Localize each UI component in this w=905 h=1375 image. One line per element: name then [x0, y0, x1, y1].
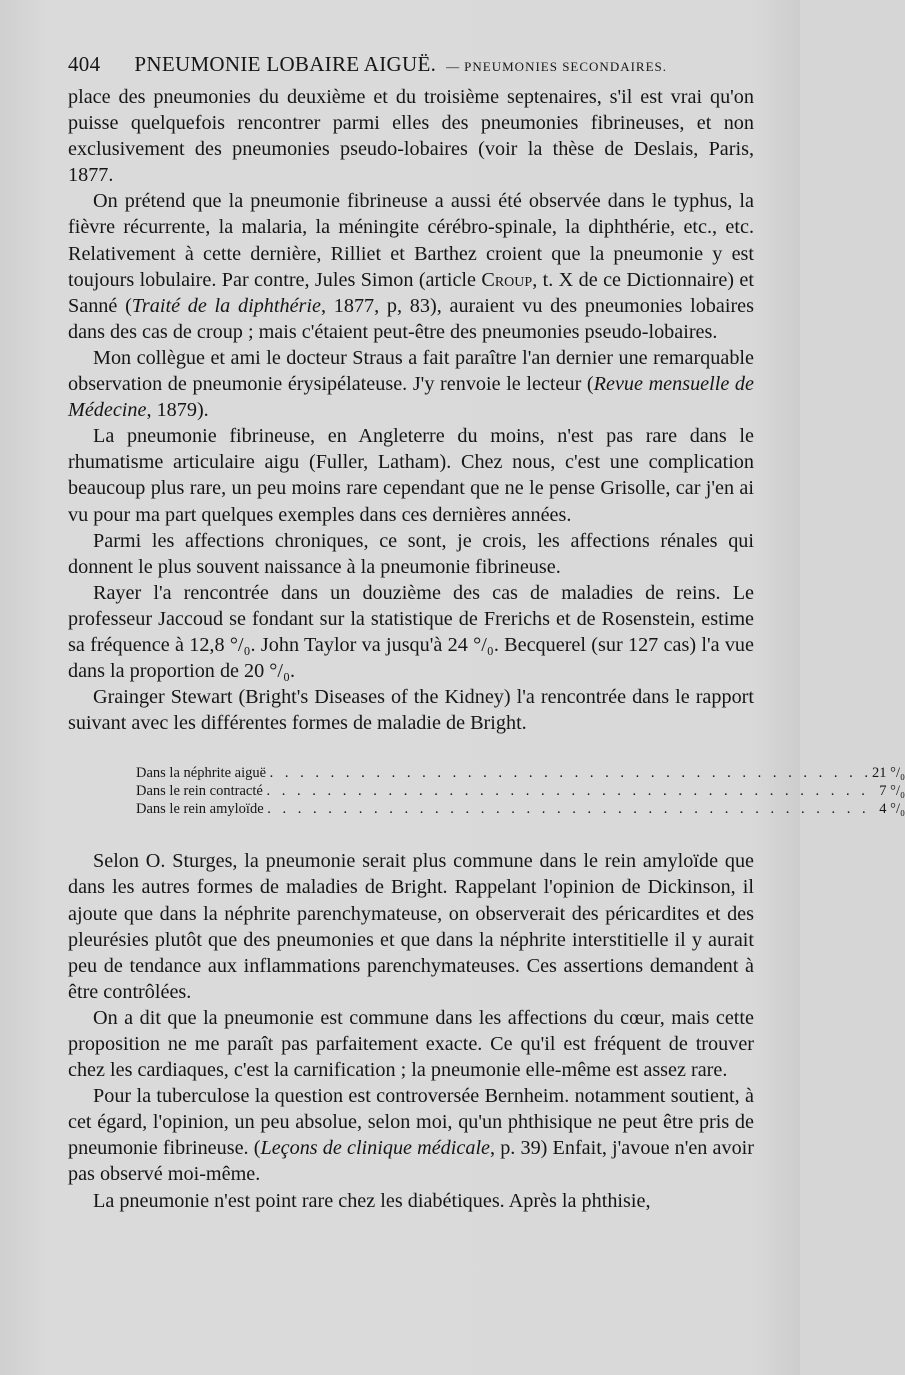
- table-cell-value: 7 °/₀: [879, 783, 905, 800]
- paragraph-text: , t. X de ce Dictionnaire) et Sanné (: [68, 268, 754, 317]
- paragraph: [68, 580, 754, 684]
- table-cell-label: Dans le rein amyloïde . . . . . . . . . . . . . . . . . . . . . . . . . . . . . . . . . . . . . . . .: [136, 801, 870, 818]
- table-row: [136, 782, 905, 800]
- paragraph-smallcaps: Croup: [481, 268, 533, 291]
- table-cell-label: Dans le rein contracté . . . . . . . . . . . . . . . . . . . . . . . . . . . . . . . . . . . . . . . .: [136, 783, 869, 800]
- paragraph-text: On a dit que la pneumonie est commune dans les affections du cœur, mais cette proposition ne me paraît pas parfaitement exacte. Ce qu'il est fréquent de trouver chez les cardiaques, c'est la carnification ; la pneumonie elle-même est assez rare.: [68, 1006, 754, 1082]
- paragraph-text: Mon collègue et ami le docteur Straus a fait paraître l'an dernier une remarquable observation de pneumonie érysipélateuse. J'y renvoie le lecteur (: [68, 346, 754, 396]
- paragraph-text: Parmi les affections chroniques, ce sont, je crois, les affections rénales qui donnent le plus souvent naissance à la pneumonie fibrineuse.: [68, 529, 754, 578]
- page-body: [68, 84, 905, 1214]
- paragraph: [68, 848, 754, 1005]
- paragraph-italic: Traité de la diphthérie: [131, 294, 321, 317]
- page-number: 404: [68, 52, 101, 76]
- paragraph-text: place des pneumonies du deuxième et du troisième septenaires, s'il est vrai qu'on puisse quelquefois rencontrer parmi elles des pneumonies fibrineuses, et non exclusivement des pneumonies pseudo-lobaires (voir la thèse de Deslais, Paris, 1877.: [68, 86, 754, 187]
- paragraph-text: , p. 39) Enfait, j'avoue n'en avoir pas observé moi-même.: [68, 1137, 754, 1186]
- paragraph: [68, 345, 754, 423]
- paragraph-italic: Leçons de clinique médicale: [260, 1137, 491, 1160]
- paragraph: [68, 423, 754, 527]
- paragraph-text: Pour la tuberculose la question est controversée Bernheim. notamment soutient, à cet égard, l'opinion, un peu absolue, selon moi, qu'un phthisique ne peut être pris de pneumonie fibrineuse. (: [68, 1085, 754, 1160]
- paragraph-text: La pneumonie fibrineuse, en Angleterre du moins, n'est pas rare dans le rhumatisme articulaire aigu (Fuller, Latham). Chez nous, c'est une complication beaucoup plus rare, un peu moins rare cependant que ne le pense Grisolle, car j'en ai vu pour ma part quelques exemples dans ces dernières années.: [68, 425, 754, 526]
- running-header: [68, 52, 758, 77]
- paragraph: [68, 1083, 754, 1187]
- stats-table: [136, 764, 905, 818]
- table-row: [136, 764, 905, 782]
- paragraph: [68, 188, 754, 345]
- paragraph-text: Selon O. Sturges, la pneumonie serait plus commune dans le rein amyloïde que dans les autres formes de maladies de Bright. Rappelant l'opinion de Dickinson, il ajoute que dans la néphrite parenchymateuse, on observerait des péricardites et des pleurésies plutôt que des pneumonies et que dans la néphrite interstitielle il y aurait peu de tendance aux inflammations parenchymateuses. Ces assertions demandent à être contrôlées.: [68, 850, 754, 1003]
- paragraph-text: , 1879).: [146, 399, 209, 422]
- table-row: [136, 800, 905, 818]
- header-dash: —: [446, 59, 461, 74]
- header-title: PNEUMONIE LOBAIRE AIGUË.: [134, 52, 437, 76]
- paragraph-text: La pneumonie n'est point rare chez les diabétiques. Après la phthisie,: [93, 1189, 651, 1212]
- paragraph-text: Grainger Stewart (Bright's Diseases of the Kidney) l'a rencontrée dans le rapport suivant avec les différentes formes de maladie de Bright.: [68, 686, 754, 735]
- paragraph: [68, 1005, 754, 1083]
- paragraph-text: , 1877, p, 83), auraient vu des pneumonies lobaires dans des cas de croup ; mais c'étaient peut-être des pneumonies pseudo-lobaires.: [68, 294, 754, 343]
- header-section: PNEUMONIES SECONDAIRES.: [464, 59, 668, 74]
- paragraph-text: Rayer l'a rencontrée dans un douzième des cas de maladies de reins. Le professeur Jaccoud se fondant sur la statistique de Frerichs et de Rosenstein, estime sa fréquence à 12,8 °/₀. John Taylor va jusqu'à 24 °/₀. Becquerel (sur 127 cas) l'a vue dans la proportion de 20 °/₀.: [68, 581, 754, 683]
- paragraph-italic: Revue mensuelle de Médecine: [68, 373, 754, 422]
- paragraph: [68, 1188, 754, 1214]
- table-cell-label: Dans la néphrite aiguë . . . . . . . . . . . . . . . . . . . . . . . . . . . . . . . . . . . . . . . .: [136, 765, 873, 782]
- paragraph: [68, 684, 754, 736]
- paragraph-text: On prétend que la pneumonie fibrineuse a aussi été observée dans le typhus, la fièvre récurrente, la malaria, la méningite cérébro-spinale, la diphthérie, etc., etc. Relativement à cette dernière, Rilliet et Barthez croient que la pneumonie y est toujours lobulaire. Par contre, Jules Simon (article: [68, 190, 754, 291]
- paragraph: [68, 528, 754, 580]
- paragraph: [68, 84, 754, 188]
- table-cell-value: 4 °/₀: [879, 801, 905, 818]
- table-cell-value: 21 °/₀: [872, 765, 905, 782]
